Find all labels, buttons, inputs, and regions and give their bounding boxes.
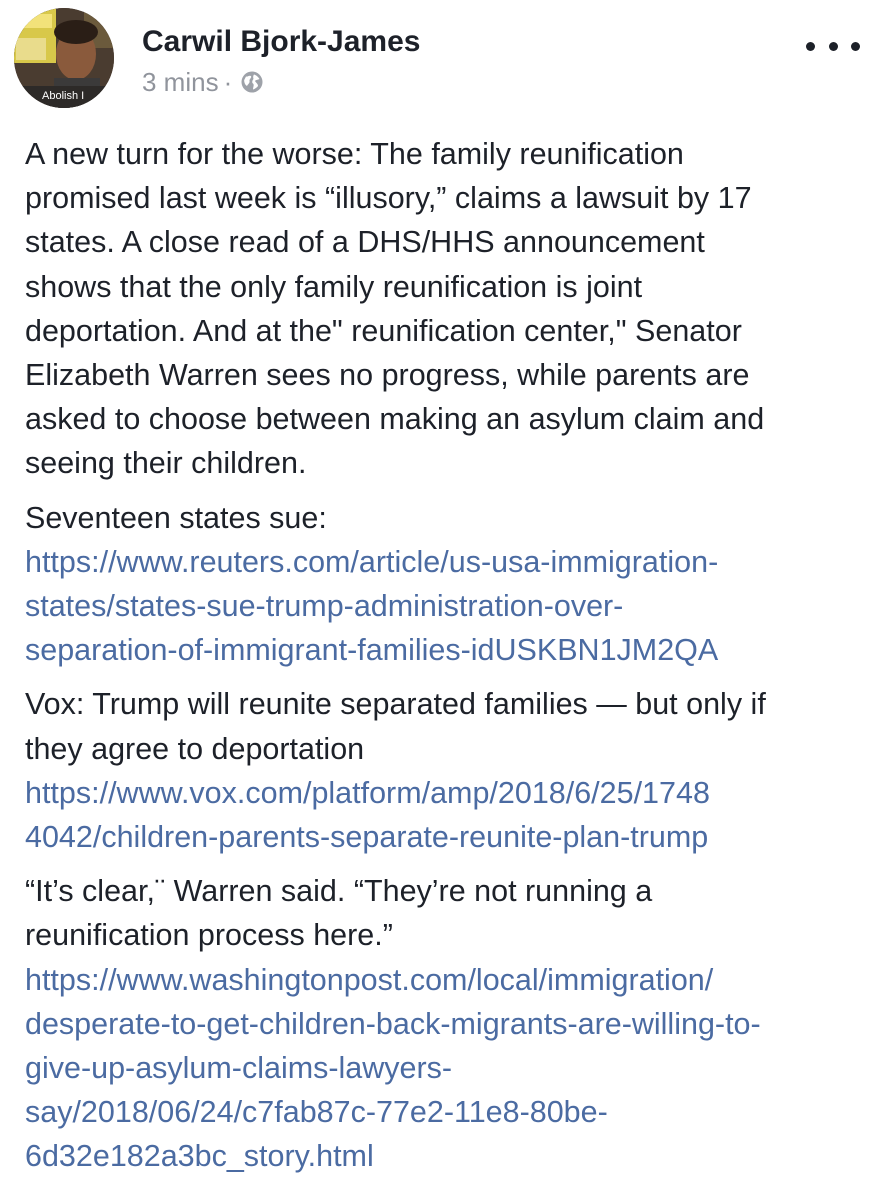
more-dot: [851, 42, 860, 51]
post-paragraph: [25, 496, 865, 673]
post-link-line[interactable]: 4042/children-parents-separate-reunite-plan-trump: [25, 820, 709, 855]
post-text-line: promised last week is “illusory,” claims a lawsuit by 17: [25, 181, 752, 216]
post-text-line: asked to choose between making an asylum claim and: [25, 402, 765, 437]
post-text-line: deportation. And at the" reunification center," Senator: [25, 313, 742, 348]
post-paragraph: [25, 132, 865, 486]
post-link-line[interactable]: https://www.vox.com/platform/amp/2018/6/25/1748: [25, 775, 710, 810]
post-text-line: Elizabeth Warren sees no progress, while parents are: [25, 358, 750, 393]
more-dot: [806, 42, 815, 51]
post-text-line: they agree to deportation: [25, 731, 365, 766]
meta-separator: ·: [223, 66, 233, 97]
globe-icon[interactable]: [240, 70, 264, 94]
post-text-line: Seventeen states sue:: [25, 500, 327, 535]
post-link-line[interactable]: desperate-to-get-children-back-migrants-are-willing-to-: [25, 1006, 761, 1041]
post-link-line[interactable]: https://www.reuters.com/article/us-usa-immigration-: [25, 544, 719, 579]
post-header: [14, 8, 874, 108]
post-paragraph: [25, 869, 865, 1178]
author-name[interactable]: Carwil Bjork-James: [142, 25, 421, 58]
post-text-line: “It’s clear,¨ Warren said. “They’re not running a: [25, 874, 653, 909]
post-text-line: Vox: Trump will reunite separated families — but only if: [25, 687, 766, 722]
post-meta: [142, 64, 264, 100]
avatar-caption: Abolish I: [42, 90, 85, 102]
avatar[interactable]: [14, 8, 114, 108]
post-text-line: states. A close read of a DHS/HHS announcement: [25, 225, 705, 260]
post-link-line[interactable]: separation-of-immigrant-families-idUSKBN1JM2QA: [25, 633, 719, 668]
post-timestamp[interactable]: 3 mins: [142, 66, 219, 97]
post-link-line[interactable]: states/states-sue-trump-administration-over-: [25, 589, 624, 624]
post-link-line[interactable]: 6d32e182a3bc_story.html: [25, 1139, 374, 1174]
post-text-line: reunification process here.”: [25, 918, 393, 953]
post-link-line[interactable]: give-up-asylum-claims-lawyers-: [25, 1051, 453, 1086]
post-link-line[interactable]: https://www.washingtonpost.com/local/immigration/: [25, 962, 714, 997]
post-paragraph: [25, 682, 865, 859]
post-link-line[interactable]: say/2018/06/24/c7fab87c-77e2-11e8-80be-: [25, 1095, 608, 1130]
post-text-line: shows that the only family reunification is joint: [25, 269, 643, 304]
post-content: [25, 132, 865, 1189]
post-text-line: seeing their children.: [25, 446, 307, 481]
more-dot: [829, 42, 838, 51]
more-options-icon[interactable]: [806, 34, 860, 58]
post-text-line: A new turn for the worse: The family reunification: [25, 137, 684, 171]
